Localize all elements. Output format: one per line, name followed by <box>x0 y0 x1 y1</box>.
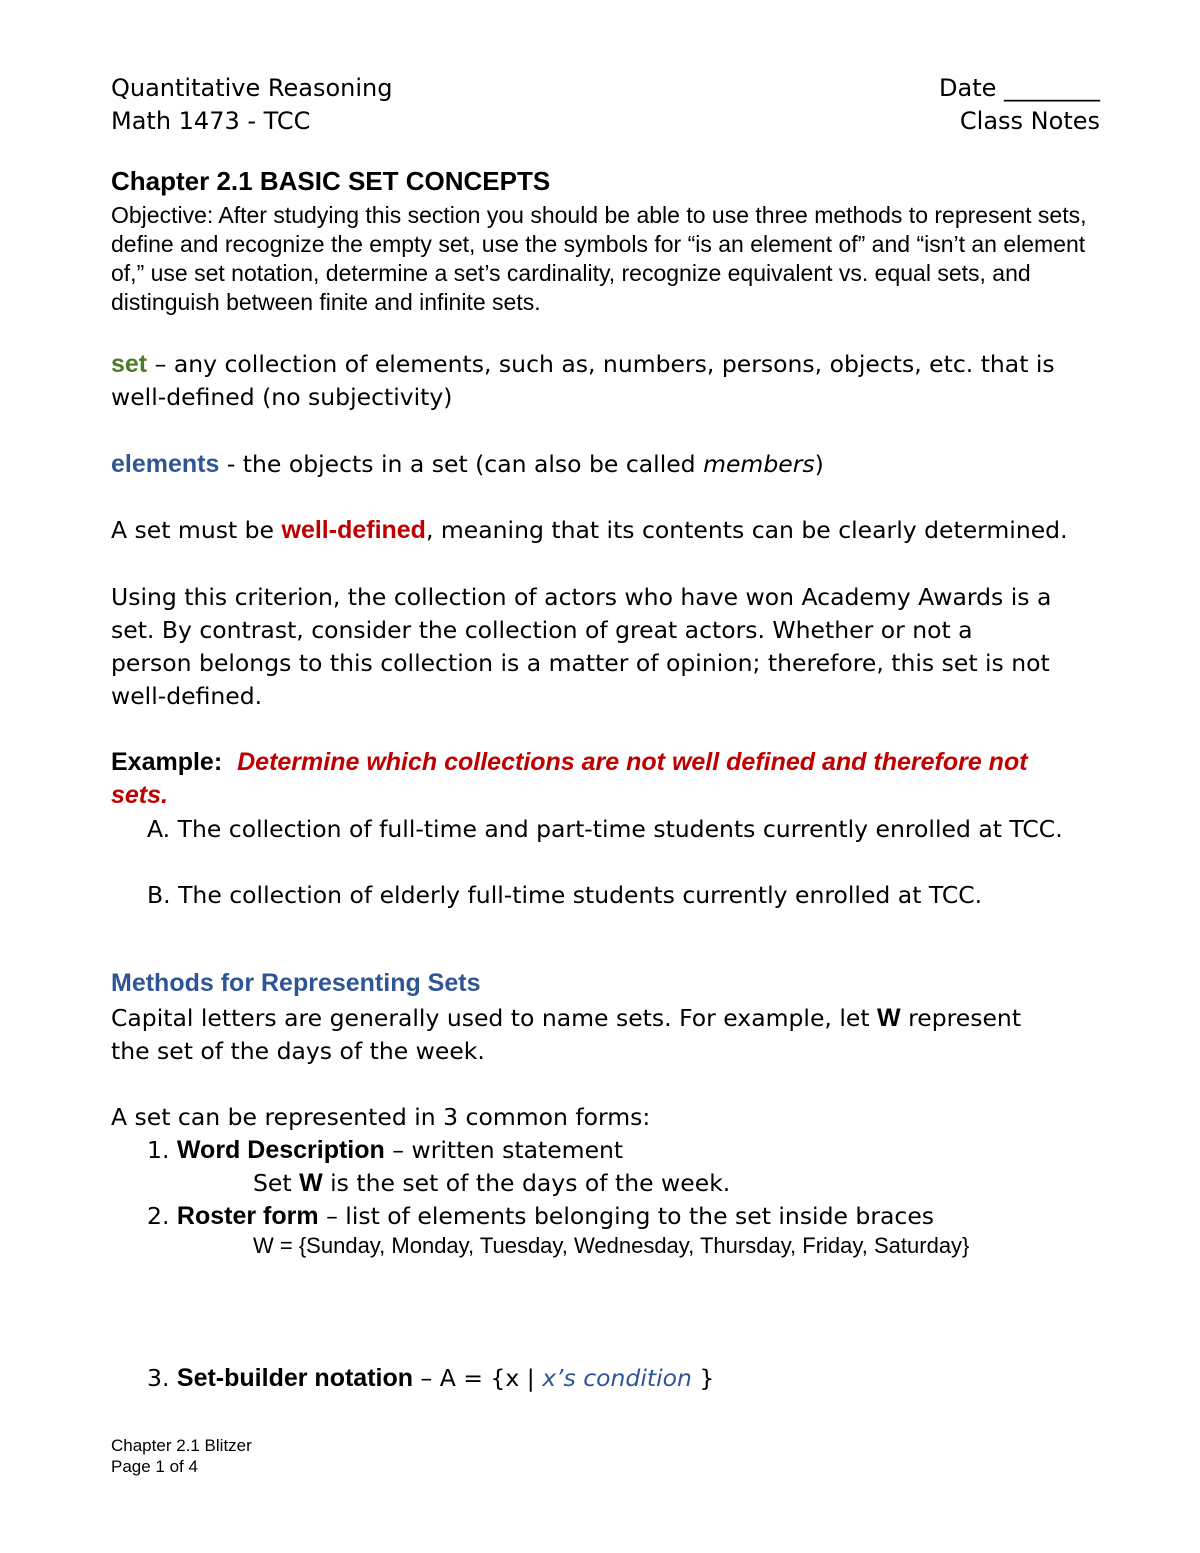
elements-close-paren: ) <box>814 450 824 478</box>
forms-intro: A set can be represented in 3 common forms: <box>111 1103 651 1131</box>
date-label: Date ________ <box>939 74 1100 102</box>
set-term: set <box>111 350 148 378</box>
well-defined-term: well-defined <box>281 516 426 544</box>
criterion-line1: Using this criterion, the collection of actors who have won Academy Awards is a <box>111 583 1052 611</box>
objective-paragraph: Objective: After studying this section you should be able to use three methods to represent sets, define and recognize the empty set, use the symbols for “is an element of” and “isn’t an element of,” use set notation, determine a set’s cardinality, recognize equivalent vs. equal sets, and distinguish between finite and infinite sets. <box>111 202 1087 315</box>
methods-intro-line1: Capital letters are generally used to name sets. For example, let W represent <box>111 1004 1022 1032</box>
form-roster: 2. Roster form – list of elements belonging to the set inside braces <box>147 1202 935 1230</box>
elements-term: elements <box>111 450 220 478</box>
elements-text: - the objects in a set (can also be called <box>219 450 704 478</box>
roster-example: W = {Sunday, Monday, Tuesday, Wednesday, Thursday, Friday, Saturday} <box>253 1233 970 1258</box>
set-definition-line1 <box>111 348 1055 381</box>
elements-definition <box>111 448 824 481</box>
criterion-line4: well-defined. <box>111 682 263 710</box>
example-heading <box>111 746 1028 779</box>
well-defined-after: , meaning that its contents can be clearly determined. <box>425 516 1068 544</box>
example-prompt-line2: sets. <box>111 781 168 809</box>
footer-page-number: Page 1 of 4 <box>111 1457 198 1476</box>
methods-intro-line2: the set of the days of the week. <box>111 1037 485 1065</box>
footer-source: Chapter 2.1 Blitzer <box>111 1436 252 1455</box>
well-defined-statement <box>111 514 1068 547</box>
set-builder-condition: x’s condition <box>542 1364 692 1392</box>
example-item-a: A. The collection of full-time and part-time students currently enrolled at TCC. <box>147 815 1063 843</box>
methods-heading: Methods for Representing Sets <box>111 969 481 997</box>
notes-label: Class Notes <box>959 107 1100 135</box>
well-defined-before: A set must be <box>111 516 282 544</box>
word-description-example: Set W is the set of the days of the week. <box>253 1169 731 1197</box>
set-definition-line2: well-defined (no subjectivity) <box>111 383 453 411</box>
chapter-title: Chapter 2.1 BASIC SET CONCEPTS <box>111 166 551 196</box>
members-term: members <box>703 450 815 478</box>
criterion-line3: person belongs to this collection is a matter of opinion; therefore, this set is not <box>111 649 1050 677</box>
set-definition-text: – any collection of elements, such as, numbers, persons, objects, etc. that is <box>147 350 1055 378</box>
example-prompt: Determine which collections are not well defined and therefore not <box>237 748 1028 776</box>
form-word-description: 1. Word Description – written statement <box>147 1136 624 1164</box>
form-set-builder: 3. Set-builder notation – A = {x | x’s condition } <box>147 1364 715 1392</box>
example-label: Example: <box>111 748 223 776</box>
course-code: Math 1473 - TCC <box>111 107 311 135</box>
set-w-symbol: W <box>877 1004 901 1032</box>
criterion-line2: set. By contrast, consider the collection of great actors. Whether or not a <box>111 616 973 644</box>
course-title: Quantitative Reasoning <box>111 74 393 102</box>
example-item-b: B. The collection of elderly full-time students currently enrolled at TCC. <box>147 881 983 909</box>
